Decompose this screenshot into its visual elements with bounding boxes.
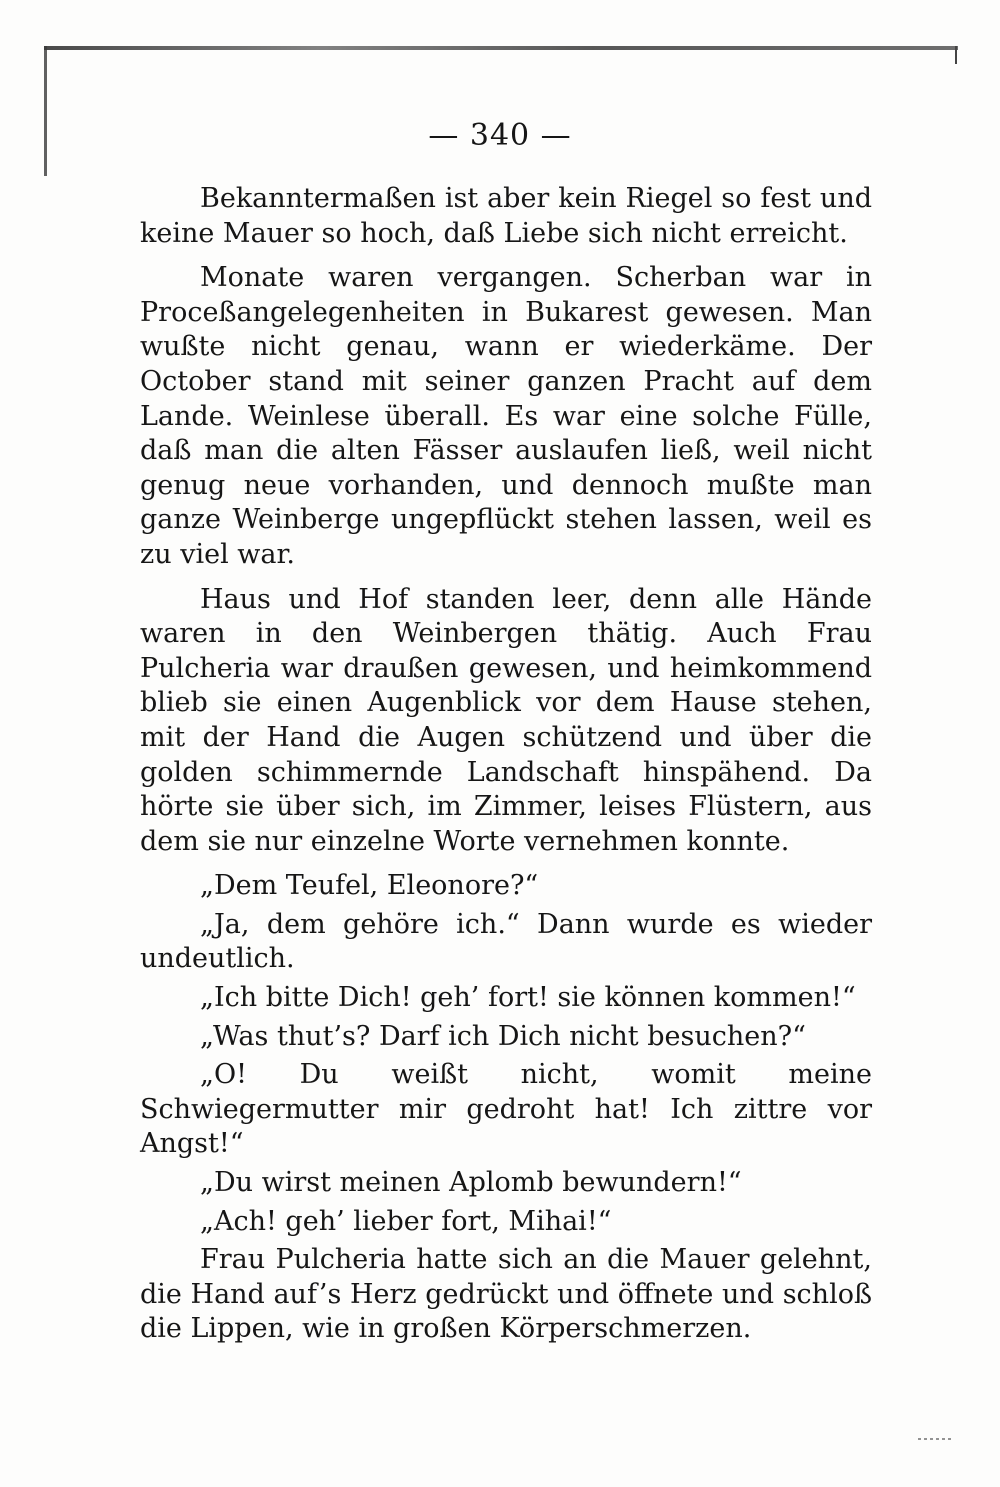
scan-top-edge bbox=[44, 46, 958, 50]
paragraph: Monate waren vergangen. Scherban war in Proceßangelegenheiten in Bukarest gewesen. Man wußte nicht genau, wann er wiederkäme. Der October stand mit seiner ganzen Pracht auf dem Lande. Weinlese überall. Es war eine solche Fülle, daß man die alten Fässer auslaufen ließ, weil nicht genug neue vorhanden, und dennoch mußte man ganze Weinberge ungepflückt stehen lassen, weil es zu viel war. bbox=[140, 262, 872, 570]
dialog-line: „Dem Teufel, Eleonore?“ bbox=[200, 870, 539, 902]
paragraph: Bekanntermaßen ist aber kein Riegel so fest und keine Mauer so hoch, daß Liebe sich nicht erreicht. bbox=[140, 183, 872, 249]
scan-left-edge bbox=[44, 46, 47, 176]
dialog-line: „Ach! geh’ lieber fort, Mihai!“ bbox=[200, 1205, 612, 1237]
scan-right-edge bbox=[955, 46, 957, 64]
scan-speck bbox=[918, 1438, 952, 1440]
dialog-line: „Ja, dem gehöre ich.“ Dann wurde es wieder undeutlich. bbox=[140, 908, 872, 975]
page-number: — 340 — bbox=[428, 118, 572, 153]
body-text bbox=[140, 182, 872, 1357]
paragraph: Frau Pulcheria hatte sich an die Mauer gelehnt, die Hand auf’s Herz gedrückt und öffnete und schloß die Lippen, wie in großen Körperschmerzen. bbox=[140, 1244, 872, 1345]
paragraph: Haus und Hof standen leer, denn alle Hände waren in den Weinbergen thätig. Auch Frau Pulcheria war draußen gewesen, und heimkommend blieb sie einen Augenblick vor dem Hause stehen, mit der Hand die Augen schützend und über die golden schimmernde Landschaft hinspähend. Da hörte sie über sich, im Zimmer, leises Flüstern, aus dem sie nur einzelne Worte vernehmen konnte. bbox=[140, 583, 872, 857]
dialog-line: „O! Du weißt nicht, womit meine Schwiegermutter mir gedroht hat! Ich zittre vor Angst!“ bbox=[140, 1059, 872, 1160]
dialog-line: „Ich bitte Dich! geh’ fort! sie können kommen!“ bbox=[200, 982, 856, 1014]
dialog-line: „Du wirst meinen Aplomb bewundern!“ bbox=[200, 1167, 742, 1199]
dialog-line: „Was thut’s? Darf ich Dich nicht besuchen?“ bbox=[200, 1020, 806, 1052]
